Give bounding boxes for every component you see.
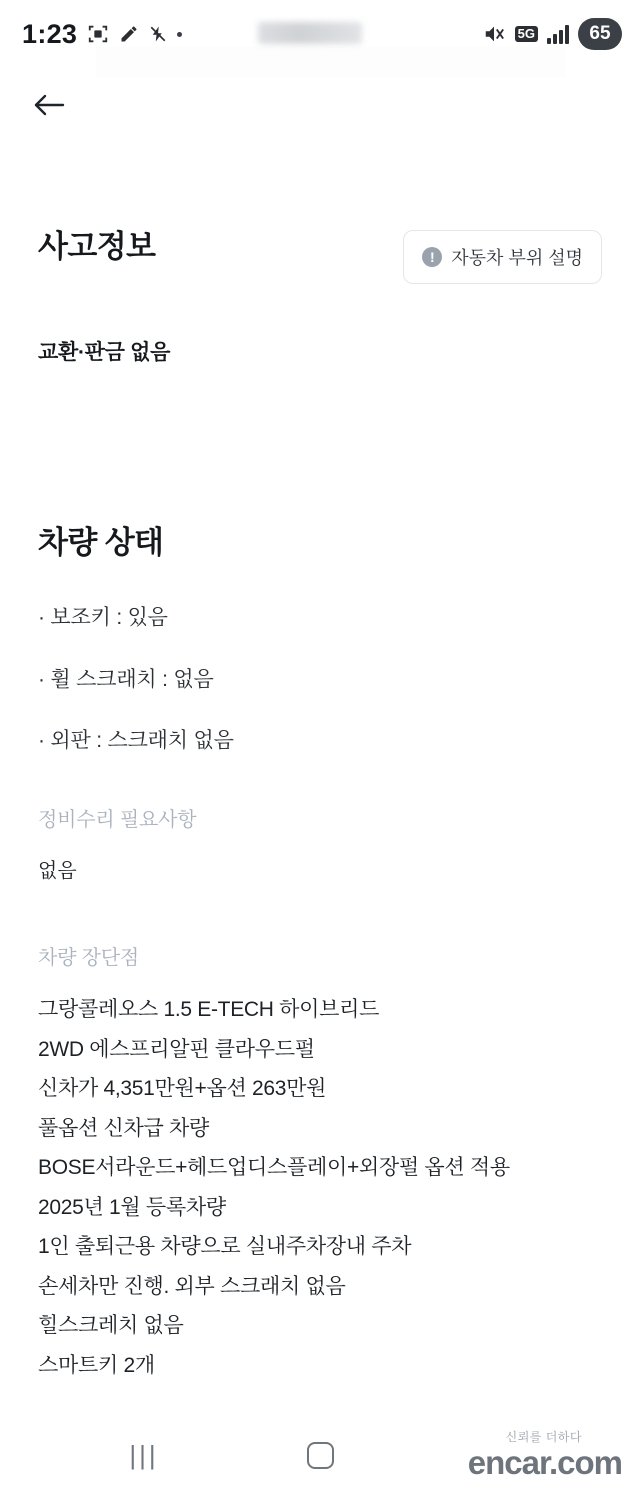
nav-keys <box>0 1435 640 1475</box>
list-item: 힐스크레치 없음 <box>38 1314 184 1338</box>
signal-bars-icon <box>547 24 569 44</box>
vehicle-status-title: 차량 상태 <box>38 525 164 560</box>
mute-icon <box>482 23 506 45</box>
repair-needs-section <box>38 803 602 883</box>
status-clock: 1:23 <box>22 18 78 49</box>
vehicle-status-list <box>38 603 602 755</box>
battery-indicator: 65 <box>578 18 622 50</box>
vehicle-merits-list <box>38 990 602 1385</box>
car-part-description-button[interactable] <box>403 230 602 284</box>
list-item: BOSE서라운드+헤드업디스플레이+외장펄 옵션 적용 <box>38 1156 510 1180</box>
home-button[interactable] <box>296 1437 344 1473</box>
watermark-brand: encar.com <box>467 1444 622 1481</box>
accident-info-section <box>38 228 602 284</box>
list-item: 2WD 에스프리알핀 클라우드펄 <box>38 1037 315 1061</box>
vehicle-merits-section <box>38 941 602 1385</box>
blurred-title <box>258 22 362 44</box>
vehicle-status-section <box>38 524 602 755</box>
list-item: · 외판 : 스크래치 없음 <box>38 728 234 752</box>
watermark-tagline: 신뢰를 더하다 <box>505 1430 582 1444</box>
car-part-description-label: 자동차 부위 설명 <box>451 248 583 268</box>
list-item: 2025년 1월 등록차량 <box>38 1195 226 1219</box>
list-item: · 휠 스크래치 : 없음 <box>38 667 214 691</box>
list-item: · 보조키 : 있음 <box>38 606 168 630</box>
recents-button[interactable] <box>120 1439 168 1471</box>
status-bar <box>0 0 640 68</box>
list-item: 스마트키 2개 <box>38 1353 155 1377</box>
info-icon: ! <box>422 247 442 267</box>
back-button[interactable] <box>26 82 72 128</box>
home-icon <box>307 1442 334 1469</box>
flash-off-icon <box>149 24 167 44</box>
page-content <box>0 228 640 1385</box>
accident-info-title: 사고정보 <box>38 229 156 264</box>
list-item: 1인 출퇴근용 차량으로 실내주차장내 주차 <box>38 1235 412 1259</box>
recents-icon: ||| <box>129 1439 159 1470</box>
edit-icon <box>119 24 139 44</box>
list-item: 신차가 4,351만원+옵션 263만원 <box>38 1077 327 1101</box>
list-item: 그랑콜레오스 1.5 E-TECH 하이브리드 <box>38 998 380 1022</box>
back-arrow-icon <box>32 91 66 119</box>
system-navigation-bar <box>0 1407 640 1493</box>
app-navbar <box>0 68 640 142</box>
list-item: 손세차만 진행. 외부 스크래치 없음 <box>38 1274 346 1298</box>
repair-needs-value: 없음 <box>38 860 77 883</box>
status-bar-right <box>482 0 622 68</box>
accident-info-value: 교환·판금 없음 <box>38 341 171 364</box>
dot-icon <box>177 32 182 37</box>
status-bar-left <box>22 19 182 50</box>
network-type-label: 5G <box>515 26 538 43</box>
screenshot-icon <box>87 23 109 45</box>
list-item: 풀옵션 신차급 차량 <box>38 1116 209 1140</box>
vehicle-merits-label: 차량 장단점 <box>38 947 139 970</box>
repair-needs-label: 정비수리 필요사항 <box>38 809 197 832</box>
